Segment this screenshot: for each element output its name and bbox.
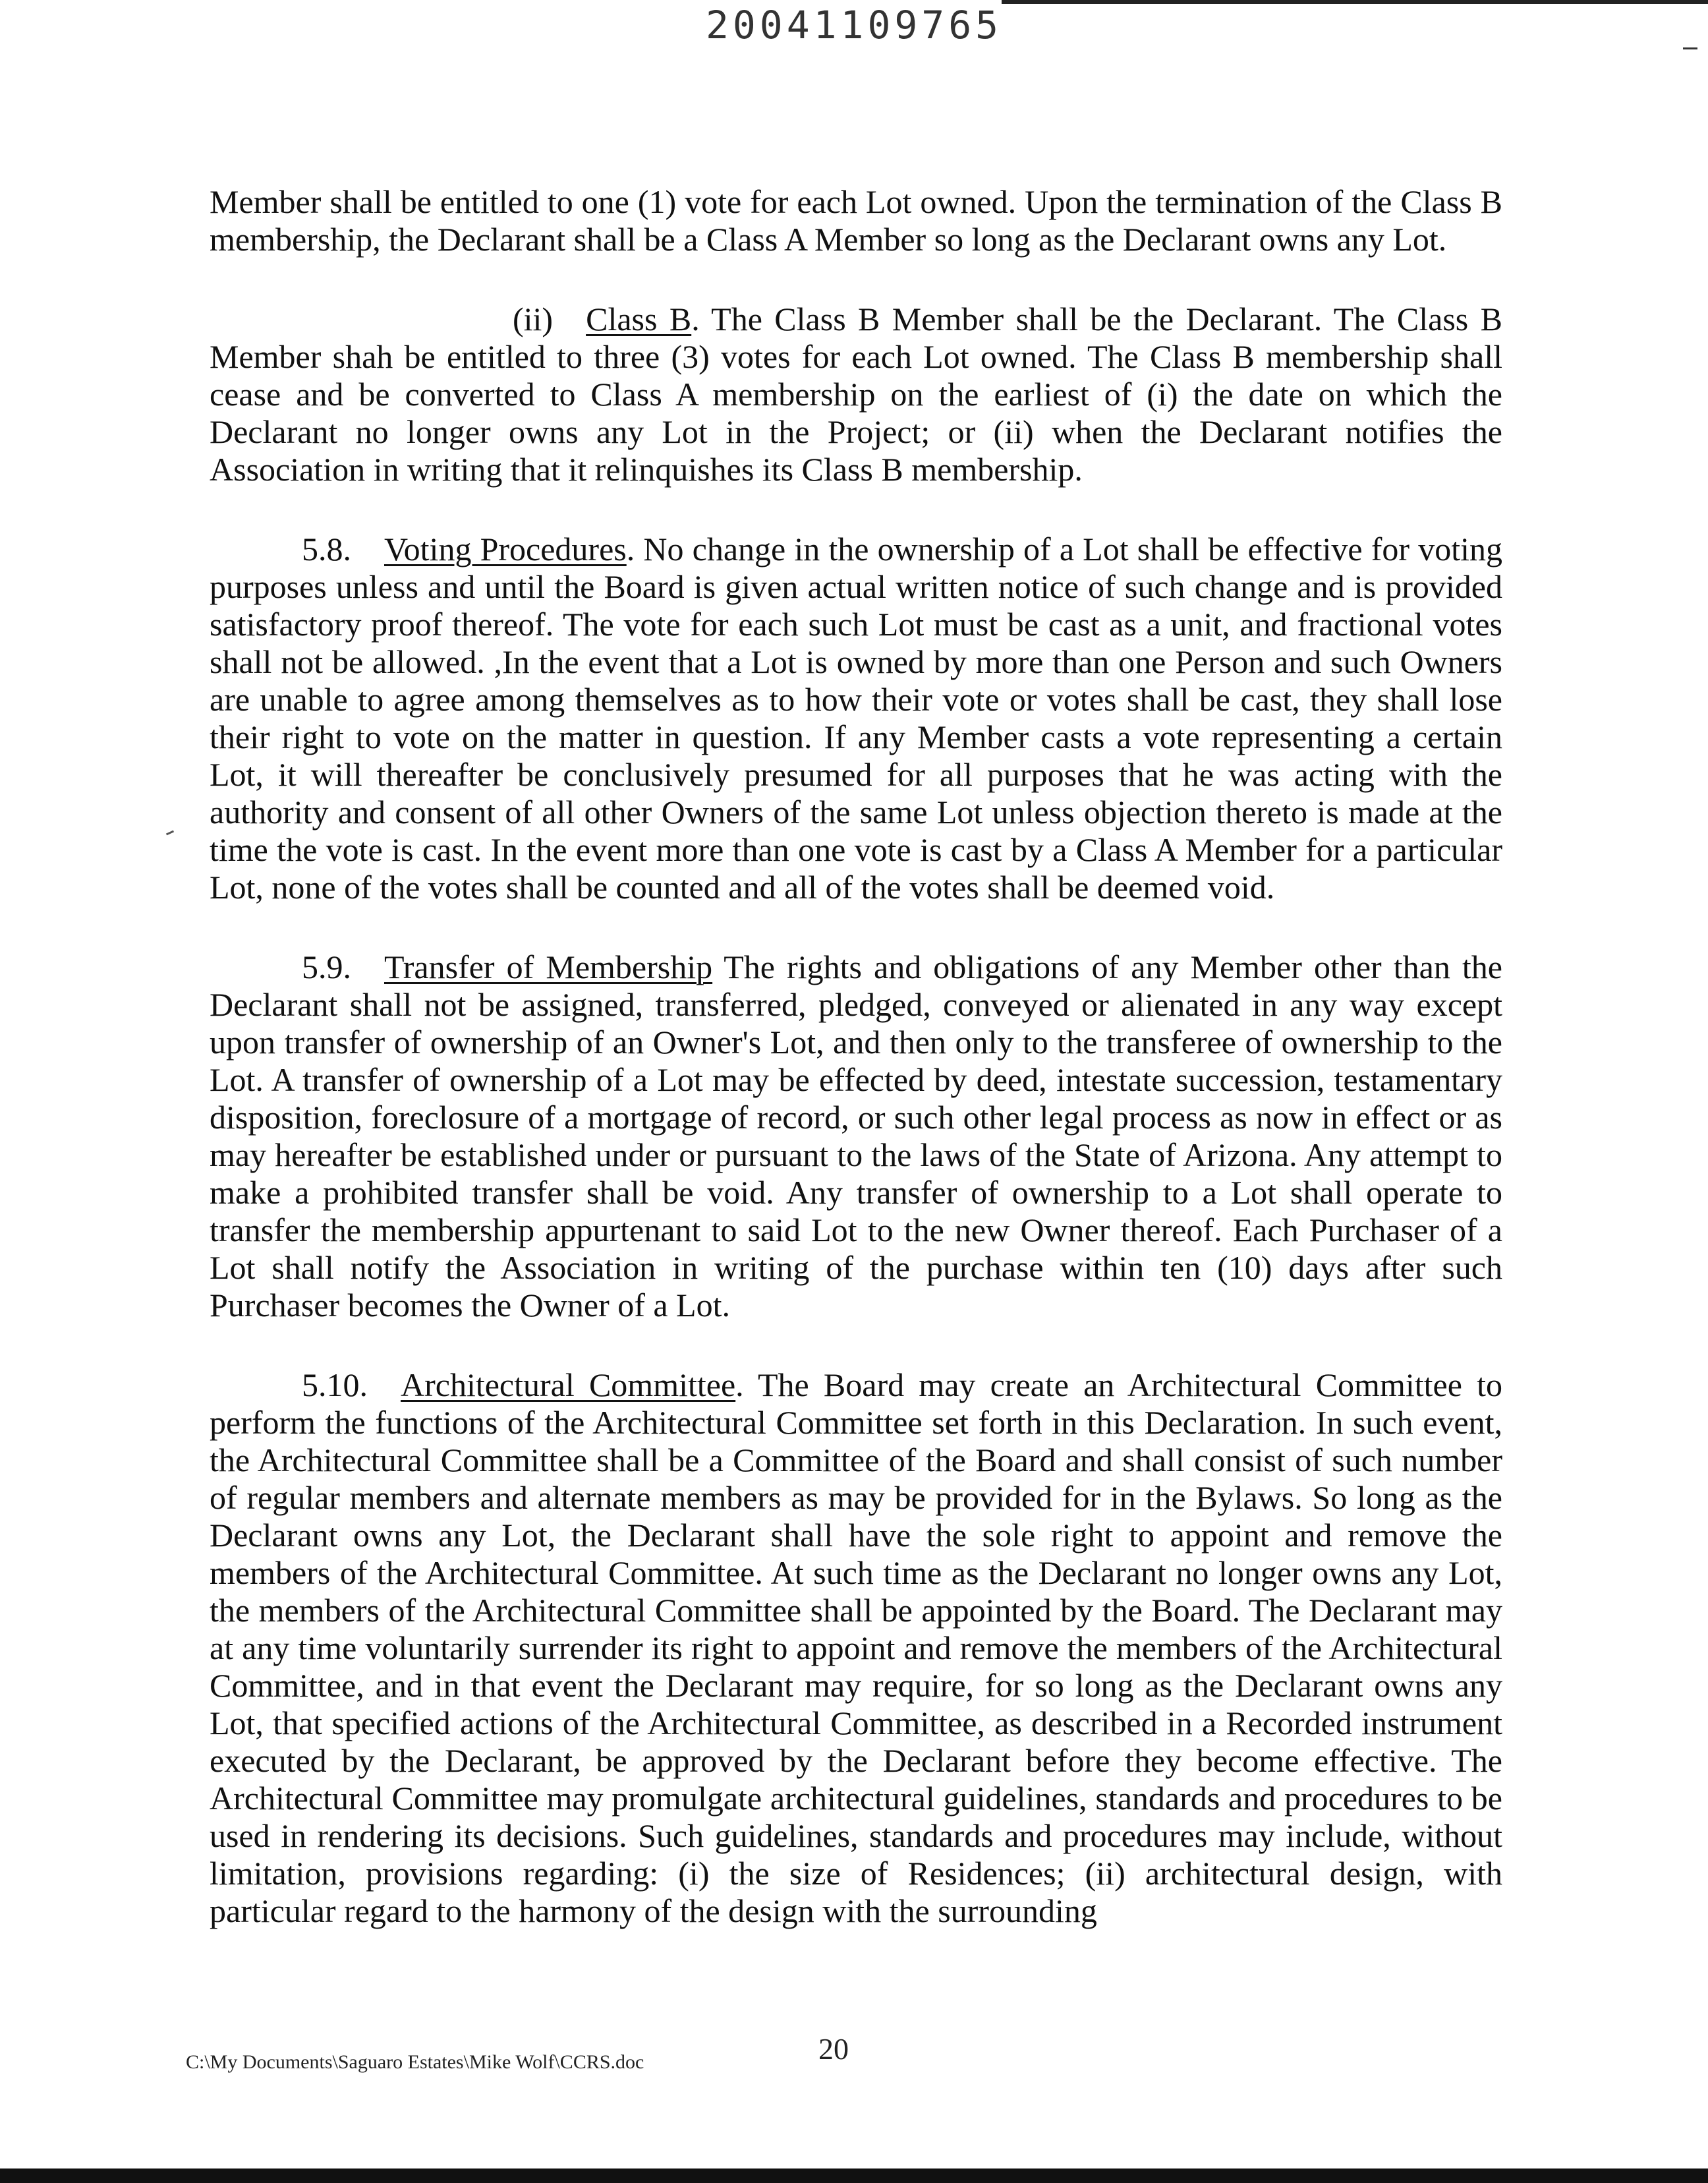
bottom-scan-edge <box>0 2168 1708 2183</box>
footer-file-path: C:\My Documents\Saguaro Estates\Mike Wolf\CCRS.doc <box>186 2051 644 2073</box>
paragraph-transfer-of-membership <box>210 948 1502 1324</box>
paragraph-text: . No change in the ownership of a Lot shall be effective for voting purposes unless and until the Board is given actual written notice of such change and is provided satisfactory proof thereof. The vote for each such Lot must be cast as a unit, and fractional votes shall not be allowed. ,In the event that a Lot is owned by more than one Person and such Owners are unable to agree among themselves as to how their vote or votes shall be cast, they shall lose their right to vote on the matter in question. If any Member casts a vote representing a certain Lot, it will thereafter be conclusively presumed for all purposes that he was acting with the authority and consent of all other Owners of the same Lot unless objection thereto is made at the time the vote is cast. In the event more than one vote is cast by a Class A Member for a particular Lot, none of the votes shall be counted and all of the votes shall be deemed void. <box>210 531 1502 906</box>
paragraph-text: . The Class B Member shall be the Declarant. The Class B Member shah be entitled to three (3) votes for each Lot owned. The Class B membership shall cease and be converted to Class A membership on the earliest of (i) the date on which the Declarant no longer owns any Lot in the Project; or (ii) when the Declarant notifies the Association in writing that it relinquishes its Class B membership. <box>210 301 1502 488</box>
section-heading: Architectural Committee <box>401 1366 736 1403</box>
scan-mark <box>1683 47 1697 49</box>
section-number: 5.8. <box>302 531 351 568</box>
section-number: 5.10. <box>302 1366 368 1403</box>
page-number: 20 <box>818 2032 849 2066</box>
section-number: 5.9. <box>302 948 351 985</box>
section-number: (ii) <box>513 301 554 337</box>
paragraph-text: . The Board may create an Architectural Committee to perform the functions of the Architectural Committee set forth in this Declaration. In such event, the Architectural Committee shall be a Committee of the Board and shall consist of such number of regular members and alternate members as may be provided for in the Bylaws. So long as the Declarant owns any Lot, the Declarant shall have the sole right to appoint and remove the members of the Architectural Committee. At such time as the Declarant no longer owns any Lot, the members of the Architectural Committee shall be appointed by the Board. The Declarant may at any time voluntarily surrender its right to appoint and remove the members of the Architectural Committee, and in that event the Declarant may require, for so long as the Declarant owns any Lot, that specified actions of the Architectural Committee, as described in a Recorded instrument executed by the Declarant, be approved by the Declarant before they become effective. The Architectural Committee may promulgate architectural guidelines, standards and procedures to be used in rendering its decisions. Such guidelines, standards and procedures may include, without limitation, provisions regarding: (i) the size of Residences; (ii) architectural design, with particular regard to the harmony of the design with the surrounding <box>210 1366 1503 1929</box>
section-heading: Transfer of Membership <box>384 948 713 985</box>
paragraph-text: The rights and obligations of any Member other than the Declarant shall not be assigned, transferred, pledged, conveyed or alienated in any way except upon transfer of ownership of an Owner's Lot, and then only to the transferee of ownership to the Lot. A transfer of ownership of a Lot may be effected by deed, intestate succession, testamentary disposition, foreclosure of a mortgage of record, or such other legal process as now in effect or as may hereafter be established under or pursuant to the laws of the State of Arizona. Any attempt to make a prohibited transfer shall be void. Any transfer of ownership to a Lot shall operate to transfer the membership appurtenant to said Lot to the new Owner thereof. Each Purchaser of a Lot shall notify the Association in writing of the purchase within ten (10) days after such Purchaser becomes the Owner of a Lot. <box>210 948 1502 1324</box>
paragraph-class-b <box>210 301 1502 488</box>
paragraph-text: Member shall be entitled to one (1) vote for each Lot owned. Upon the termination of the Class B membership, the Declarant shall be a Class A Member so long as the Declarant owns any Lot. <box>210 183 1502 258</box>
paragraph-architectural-committee <box>210 1366 1502 1930</box>
scan-mark <box>166 830 174 836</box>
section-heading: Class B <box>586 301 692 337</box>
recording-number: 20041109765 <box>705 3 1003 47</box>
paragraph-continuation <box>210 183 1502 258</box>
document-body <box>210 183 1502 1972</box>
paragraph-voting-procedures <box>210 531 1502 906</box>
section-heading: Voting Procedures <box>384 531 627 568</box>
